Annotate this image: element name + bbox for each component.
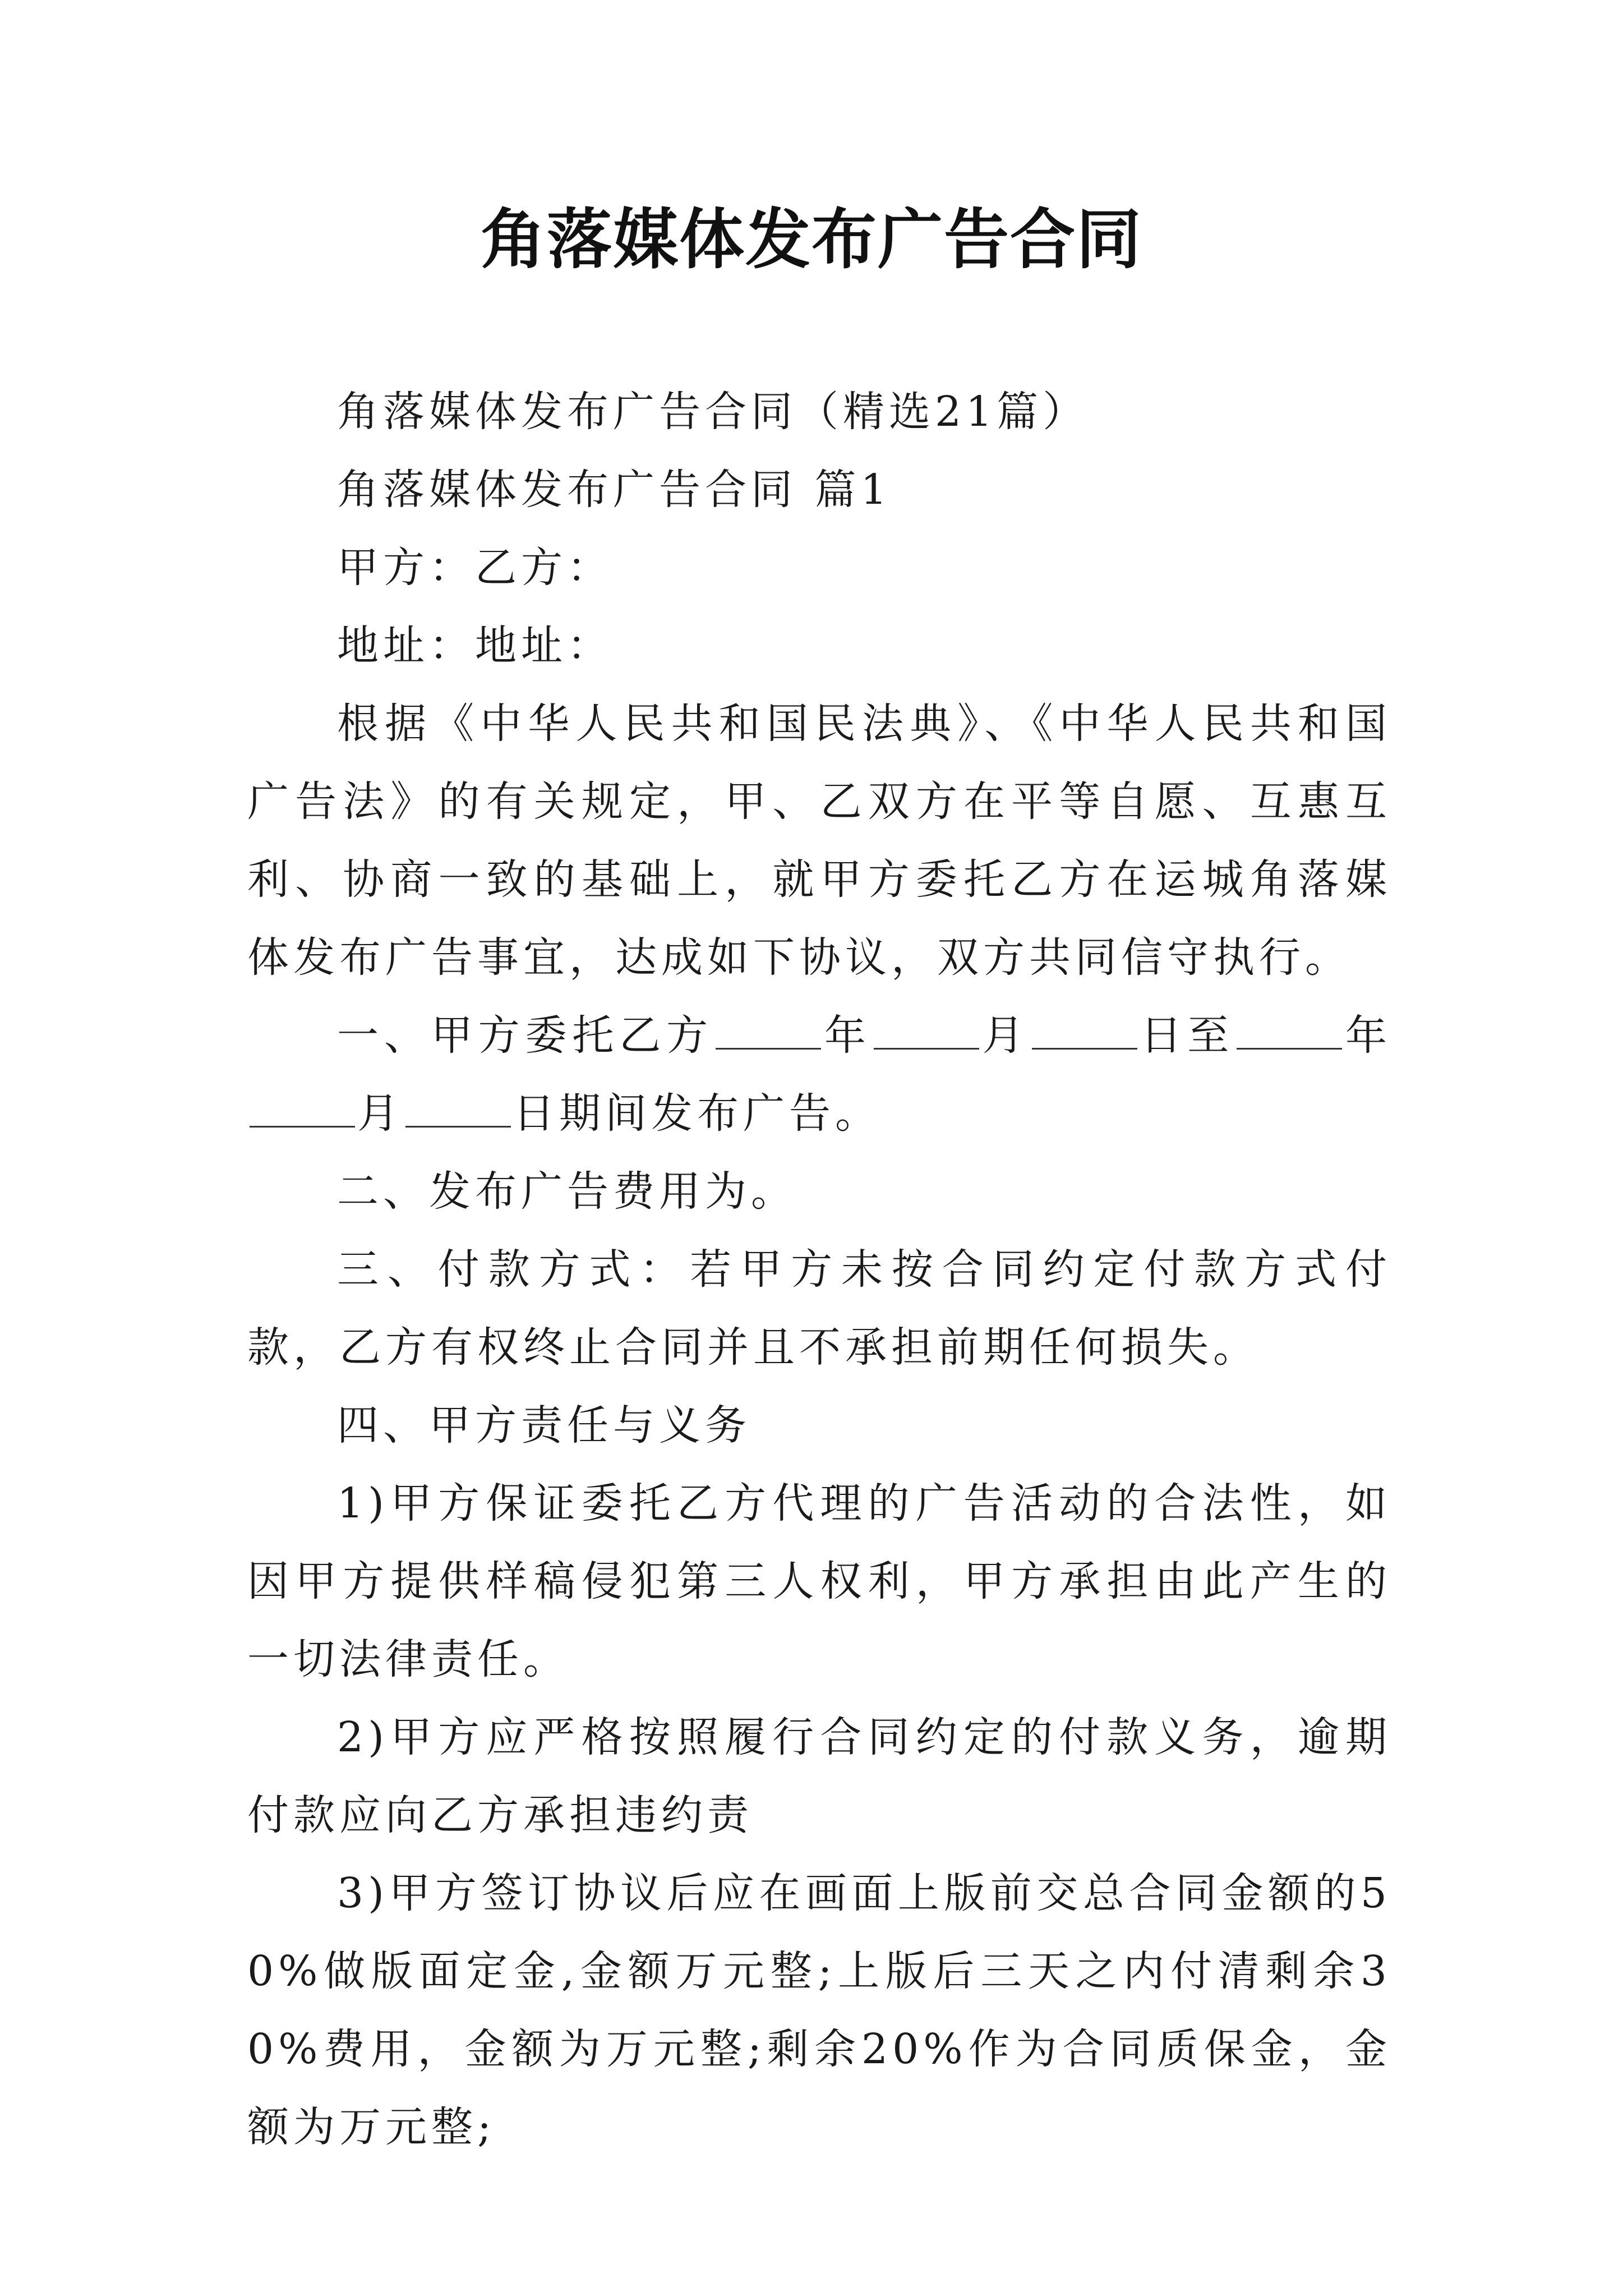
blank-field <box>250 1087 355 1128</box>
clause-1 <box>247 997 1391 1153</box>
item-1: 1)甲方保证委托乙方代理的广告活动的合法性，如因甲方提供样稿侵犯第三人权利，甲方承担由此产生的一切法律责任。 <box>247 1479 1391 1683</box>
clause-4-heading: 四、甲方责任与义务 <box>337 1401 751 1450</box>
blank-field <box>1237 1009 1342 1050</box>
clause-1-year-2: 年 <box>1344 1011 1391 1060</box>
clause-1-prefix: 一、甲方委托乙方 <box>337 1011 713 1060</box>
clause-2: 二、发布广告费用为。 <box>337 1167 797 1216</box>
clause-3: 三、付款方式：若甲方未按合同约定付款方式付款，乙方有权终止合同并且不承担前期任何损失。 <box>247 1245 1391 1372</box>
preamble-paragraph: 根据《中华人民共和国民法典》、《中华人民共和国广告法》的有关规定，甲、乙双方在平等自愿、互惠互利、协商一致的基础上，就甲方委托乙方在运城角落媒体发布广告事宜，达成如下协议，双方共同信守执行。 <box>247 700 1391 982</box>
clause-1-month-2: 月 <box>357 1089 403 1138</box>
clause-1-year: 年 <box>823 1011 872 1060</box>
item-2: 2)甲方应严格按照履行合同约定的付款义务，逾期付款应向乙方承担违约责 <box>247 1713 1391 1839</box>
parties-line: 甲方：乙方： <box>337 544 613 592</box>
blank-field <box>405 1087 511 1128</box>
document-title: 角落媒体发布广告合同 <box>481 202 1142 278</box>
blank-field <box>1032 1009 1137 1050</box>
document-body <box>247 373 1391 2166</box>
document-subtitle: 角落媒体发布广告合同（精选21篇） <box>337 388 1089 436</box>
item-3: 3)甲方签订协议后应在画面上版前交总合同金额的50%做版面定金,金额万元整;上版后三天之内付清剩余30%费用，金额为万元整;剩余20%作为合同质保金，金额为万元整; <box>247 1869 1391 2151</box>
blank-field <box>874 1009 979 1050</box>
chapter-heading: 角落媒体发布广告合同 篇1 <box>337 466 892 514</box>
blank-field <box>716 1009 821 1050</box>
clause-1-month: 月 <box>981 1011 1030 1060</box>
address-line: 地址：地址： <box>337 622 613 670</box>
clause-1-day-to: 日至 <box>1139 1011 1235 1060</box>
clause-1-suffix: 日期间发布广告。 <box>513 1089 881 1138</box>
